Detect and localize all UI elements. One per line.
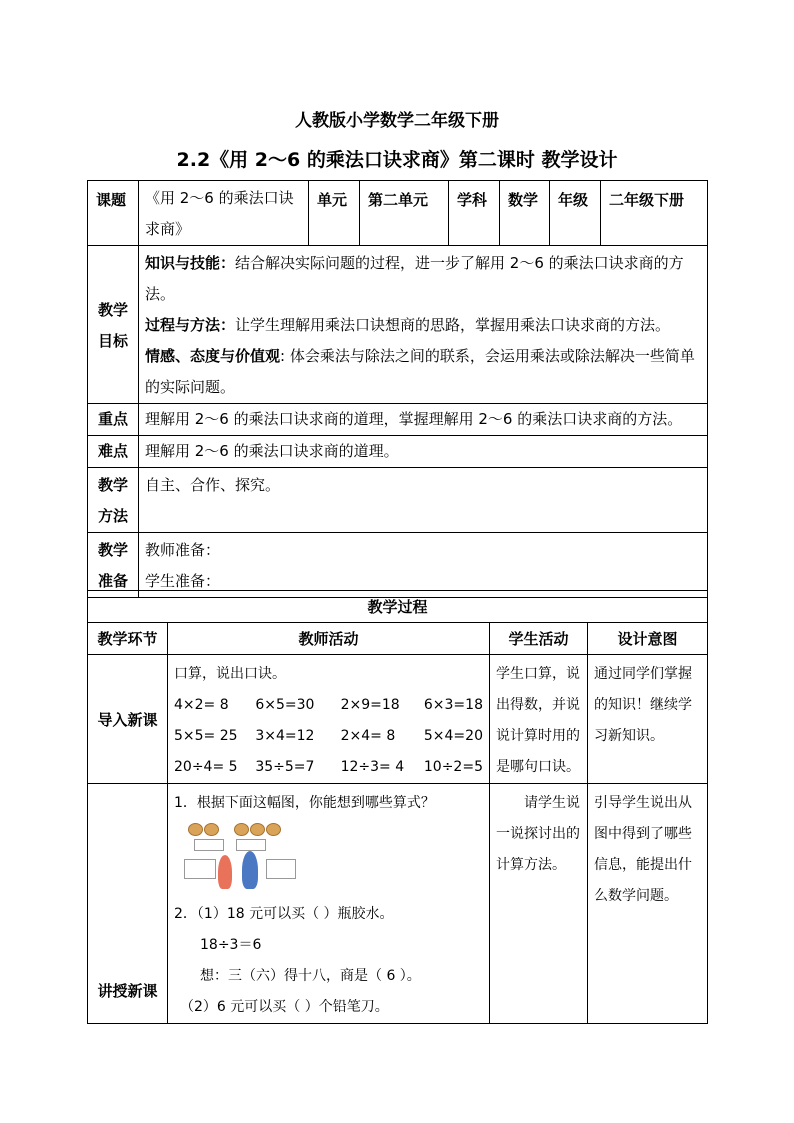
intro-design-intent: 通过同学们掌握的知识！继续学习新知识。 <box>588 655 708 784</box>
preparation-content: 教师准备： 学生准备： <box>139 533 708 598</box>
subject-value: 数学 <box>500 181 550 246</box>
question-3: （2）6 元可以买（ ）个铅笔刀。 <box>180 999 389 1015</box>
header-student: 学生活动 <box>490 623 588 655</box>
topic-value: 《用 2～6 的乘法口诀求商》 <box>139 181 309 246</box>
header-stage: 教学环节 <box>88 623 168 655</box>
process-title: 教学过程 <box>88 591 708 623</box>
calc-row: 20÷4= 5 35÷5=7 12÷3= 4 10÷2=5 <box>174 759 483 775</box>
think-text: 想：三（六）得十八，商是（ 6 ）。 <box>200 968 421 984</box>
subject-label: 学科 <box>449 181 500 246</box>
intro-prompt: 口算，说出口诀。 <box>174 666 286 682</box>
calc-row: 5×5= 25 3×4=12 2×4= 8 5×4=20 <box>174 728 483 744</box>
key-point-text: 理解用 2～6 的乘法口诀求商的道理，掌握理解用 2～6 的乘法口诀求商的方法。 <box>139 404 708 436</box>
header-intent: 设计意图 <box>588 623 708 655</box>
teach-student-activity: 请学生说一说探讨出的计算方法。 <box>490 784 588 1024</box>
header-teacher: 教师活动 <box>168 623 490 655</box>
teach-stage: 讲授新课 <box>88 784 168 1024</box>
grade-label: 年级 <box>550 181 601 246</box>
calc-row: 4×2= 8 6×5=30 2×9=18 6×3=18 <box>174 697 483 713</box>
question-2: 2．（1）18 元可以买（ ）瓶胶水。 <box>174 906 394 922</box>
unit-value: 第二单元 <box>360 181 449 246</box>
intro-stage: 导入新课 <box>88 655 168 784</box>
question-1: 1．根据下面这幅图，你能想到哪些算式？ <box>174 795 435 811</box>
difficulty-text: 理解用 2～6 的乘法口诀求商的道理。 <box>139 436 708 468</box>
difficulty-label: 难点 <box>88 436 139 468</box>
grade-value: 二年级下册 <box>601 181 708 246</box>
method-label: 教学方法 <box>88 468 139 533</box>
topic-label: 课题 <box>88 181 139 246</box>
intro-teacher-activity <box>168 655 490 784</box>
illustration-image <box>184 823 294 893</box>
equation: 18÷3＝6 <box>200 937 262 953</box>
objectives-label: 教学目标 <box>88 246 139 404</box>
objectives-content: 知识与技能：结合解决实际问题的过程，进一步了解用 2～6 的乘法口诀求商的方法。 过程与方法：让学生理解用乘法口诀想商的思路，掌握用乘法口诀求商的方法。 情感、态度与价值观: 体会乘法与除法之间的联系，会运用乘法或除法解决一些简单的实际问题。 <box>139 246 708 404</box>
preparation-label: 教学准备 <box>88 533 139 598</box>
unit-label: 单元 <box>309 181 360 246</box>
doc-title: 人教版小学数学二年级下册 <box>295 111 499 131</box>
teaching-process-table <box>87 590 708 1024</box>
method-text: 自主、合作、探究。 <box>139 468 708 533</box>
intro-student-activity: 学生口算，说出得数，并说说计算时用的是哪句口诀。 <box>490 655 588 784</box>
doc-subtitle: 2.2《用 2～6 的乘法口诀求商》第二课时 教学设计 <box>176 149 618 171</box>
lesson-info-table <box>87 180 708 598</box>
teach-teacher-activity <box>168 784 490 1024</box>
teach-design-intent: 引导学生说出从图中得到了哪些信息，能提出什么数学问题。 <box>588 784 708 1024</box>
key-point-label: 重点 <box>88 404 139 436</box>
